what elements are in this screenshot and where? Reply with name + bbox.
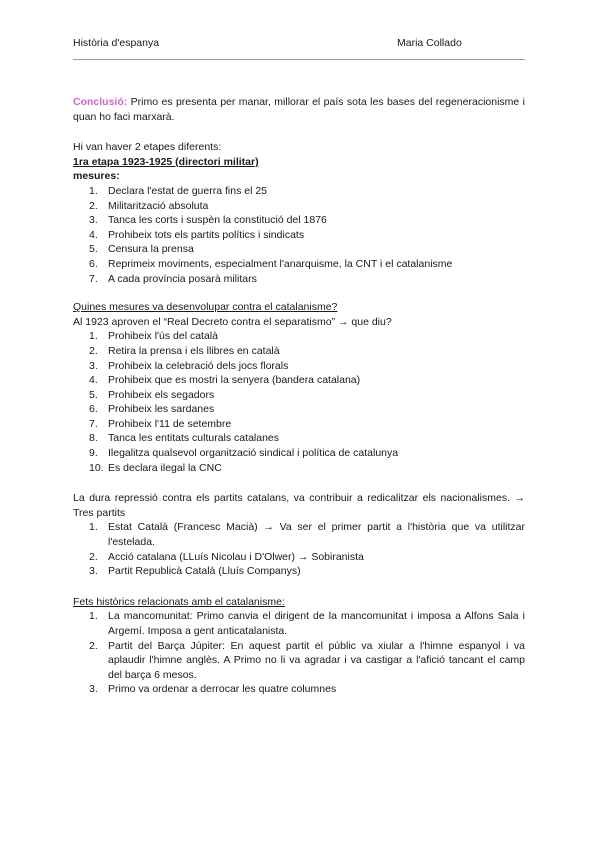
facts-list <box>73 609 525 697</box>
list-item: 3. Partit Republicà Català (Lluís Companys) <box>89 565 301 578</box>
list-item: 6. Reprimeix moviments, especialment l'anarquisme, la CNT i el catalanisme <box>89 257 453 270</box>
list-item: 10. Es declara ilegal la CNC <box>89 461 222 474</box>
conclusion-text: Primo es presenta per manar, millorar el país sota les bases del regeneracionisme i quan ho faci marxarà. <box>73 96 525 123</box>
list-item: 2. Retira la prensa i els llibres en català <box>89 344 280 357</box>
list-item: 2. Militarització absoluta <box>89 199 209 212</box>
list-item: 4. Prohibeix tots els partits polítics i sindicats <box>89 228 305 241</box>
list-item: 9. Ilegalitza qualsevol organització sindical i política de catalunya <box>89 447 399 460</box>
facts-title: Fets històrics relacionats amb el catalanisme: <box>73 595 285 608</box>
list-item: 1. Prohibeix l'ús del català <box>89 330 218 343</box>
measures-label: mesures: <box>73 170 120 183</box>
list-item: 5. Censura la prensa <box>89 243 194 256</box>
stages-intro: Hi van haver 2 etapes diferents: <box>73 141 222 154</box>
repression-paragraph: La dura repressió contra els partits catalans, va contribuir a redicalitzar els nacionalismes. → Tres partits <box>73 492 525 519</box>
header-subject: Història d'espanya <box>73 37 160 49</box>
list-item: 3. Tanca les corts i suspèn la constitució del 1876 <box>89 214 327 227</box>
measures-list <box>73 184 525 286</box>
header-divider <box>73 59 525 60</box>
list-item: 3. Primo va ordenar a derrocar les quatre columnes <box>89 683 337 696</box>
list-item: 3. Prohibeix la celebració dels jocs florals <box>89 359 289 372</box>
document-body <box>73 95 525 697</box>
list-item: 7. Prohibeix l'11 de setembre <box>89 417 232 430</box>
list-item: 7. A cada província posarà militars <box>89 272 257 285</box>
list-item: 2. Partit del Barça Júpiter: En aquest partit el públic va xiular a l'himne espanyol i va aplaudir l'himne anglès. A Primo no li va agradar i va castigar a l'afició tancant el camp del barça 6 mesos. <box>89 639 525 681</box>
decree-list <box>73 329 525 475</box>
conclusion-paragraph <box>73 95 525 124</box>
list-item: 1. La mancomunitat: Primo canvia el dirigent de la mancomunitat i imposa a Alfons Sala i Argemí. Imposa a gent anticatalanista. <box>89 610 525 637</box>
parties-list <box>73 520 525 578</box>
decree-intro: Al 1923 aproven el “Real Decreto contra el separatismo” → que diu? <box>73 315 392 328</box>
list-item: 1. Declara l'estat de guerra fins el 25 <box>89 184 268 197</box>
list-item: 8. Tanca les entitats culturals catalanes <box>89 432 280 445</box>
list-item: 5. Prohibeix els segadors <box>89 388 215 401</box>
conclusion-label: Conclusió: <box>73 96 128 108</box>
list-item: 2. Acció catalana (LLuís Nicolau i D'Olwer) → Sobiranista <box>89 550 364 563</box>
list-item: 4. Prohibeix que es mostri la senyera (bandera catalana) <box>89 374 361 387</box>
list-item: 1. Estat Català (Francesc Macià) → Va ser el primer partit a l'història que va utilitzar l'estelada. <box>89 521 525 549</box>
list-item: 6. Prohibeix les sardanes <box>89 403 215 416</box>
header-author: Maria Collado <box>397 37 462 49</box>
first-stage-title: 1ra etapa 1923-1925 (directori militar) <box>73 155 259 168</box>
catalanism-question: Quines mesures va desenvolupar contra el catalanisme? <box>73 301 338 314</box>
